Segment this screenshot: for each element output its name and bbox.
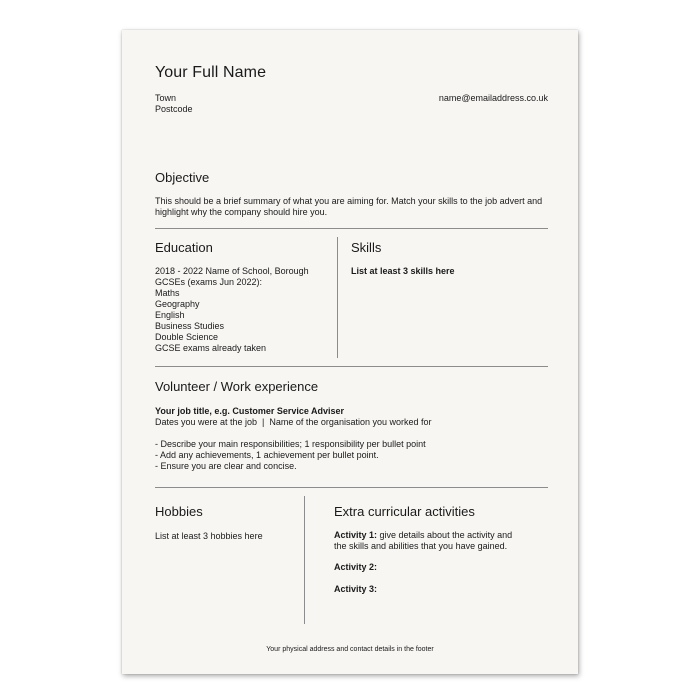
bullet-item: - Add any achievements, 1 achievement per bullet point. (155, 450, 379, 460)
divider (155, 366, 548, 367)
footer-text: Your physical address and contact details in the footer (266, 646, 434, 653)
activity-1 (334, 530, 512, 552)
education-line: 2018 - 2022 Name of School, Borough (155, 266, 309, 276)
extra-heading: Extra curricular activities (334, 504, 475, 519)
bullet-item: - Ensure you are clear and concise. (155, 461, 297, 471)
job-title: Your job title, e.g. Customer Service Adviser (155, 406, 345, 416)
education-line: GCSE exams already taken (155, 343, 267, 353)
activity-1-text: give details about the activity and (377, 530, 513, 540)
column-divider (337, 237, 338, 358)
experience-heading: Volunteer / Work experience (155, 379, 319, 394)
bullet-item: - Describe your main responsibilities; 1 responsibility per bullet point (155, 439, 426, 449)
divider (155, 228, 548, 229)
education-line: Maths (155, 288, 180, 298)
hobbies-heading: Hobbies (155, 504, 203, 519)
address-block (155, 93, 193, 115)
education-line: English (155, 310, 185, 320)
skills-heading: Skills (351, 240, 382, 255)
education-line: Geography (155, 299, 200, 309)
skills-text: List at least 3 skills here (351, 266, 455, 276)
education-list (155, 266, 309, 354)
activity-2-label: Activity 2: (334, 562, 378, 572)
education-line: Business Studies (155, 321, 225, 331)
town: Town (155, 93, 177, 103)
full-name: Your Full Name (155, 64, 267, 81)
hobbies-text: List at least 3 hobbies here (155, 531, 263, 541)
divider (155, 487, 548, 488)
education-line: Double Science (155, 332, 219, 342)
experience-block (155, 406, 432, 472)
education-heading: Education (155, 240, 213, 255)
education-line: GCSEs (exams Jun 2022): (155, 277, 263, 287)
email-address: name@emailaddress.co.uk (438, 93, 548, 103)
activity-3-label: Activity 3: (334, 584, 378, 594)
activity-1-label: Activity 1: (334, 530, 378, 540)
postcode: Postcode (155, 104, 193, 114)
activity-1-text-cont: the skills and abilities that you have gained. (334, 541, 508, 551)
objective-text: This should be a brief summary of what you are aiming for. Match your skills to the job advert and highlight why the company should hire you. (155, 196, 543, 217)
job-dates: Dates you were at the job | Name of the organisation you worked for (155, 417, 432, 427)
column-divider (304, 496, 305, 624)
spacer (155, 428, 432, 439)
objective-heading: Objective (155, 170, 210, 185)
cv-page (122, 30, 578, 674)
